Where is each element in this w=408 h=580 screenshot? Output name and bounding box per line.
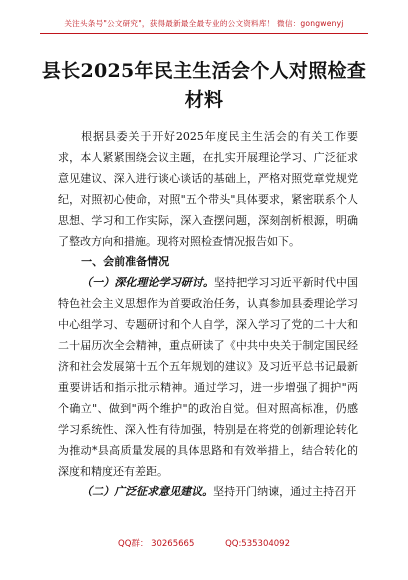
document-body [58, 127, 358, 503]
footer-qq-group: QQ群： 30265665 [118, 539, 195, 549]
intro-paragraph: 根据县委关于开好2025年度民主生活会的有关工作要求，本人紧紧围绕会议主题，在扎实开展理论学习、广泛征求意见建议、深入进行谈心谈话的基础上，严格对照党章党规党纪，对照初心使命，对照"五个带头"具体要求，紧密联系个人思想、学习和工作实际，深入查摆问题，深刻剖析根源，明确了整改方向和措施。现将对照检查情况报告如下。 [58, 130, 358, 248]
footer-contact [0, 537, 408, 549]
document-title: 县长2025年民主生活会个人对照检查材料 [41, 60, 367, 111]
paragraph-theory-study [58, 273, 358, 482]
opinions-text: 坚持开门纳谏，通过主持召开 [213, 485, 357, 499]
subheading-theory-study: （一）深化理论学习研讨。 [81, 276, 215, 290]
theory-study-text: 坚持把学习习近平新时代中国特色社会主义思想作为首要政治任务，认真参加县委理论学习中心组学习、专题研讨和个人自学，深入学习了党的二十大和二十届历次全会精神，重点研读了《中共中央关于制定国民经济和社会发展第十五个五年规划的建议》及习近平总书记最新重要讲话和指示批示精神。通过学习，进一步增强了拥护"两个确立"、做到"两个维护"的政治自觉。但对照高标准，仍感学习系统性、深入性有待加强，特别是在将党的创新理论转化为推动*县高质量发展的具体思路和有效举措上，结合转化的深度和精度还有差距。 [58, 276, 358, 478]
header-divider [40, 33, 368, 34]
footer-qq: QQ:535304092 [225, 539, 290, 549]
subheading-opinions: （二）广泛征求意见建议。 [81, 485, 214, 499]
paragraph-opinions [58, 482, 358, 503]
header-notice: 关注头条号"公文研究"，获得最新最全最专业的公文资料库！ 微信：gongwenyj [64, 19, 344, 28]
section-heading-preparation: 一、会前准备情况 [81, 255, 170, 269]
